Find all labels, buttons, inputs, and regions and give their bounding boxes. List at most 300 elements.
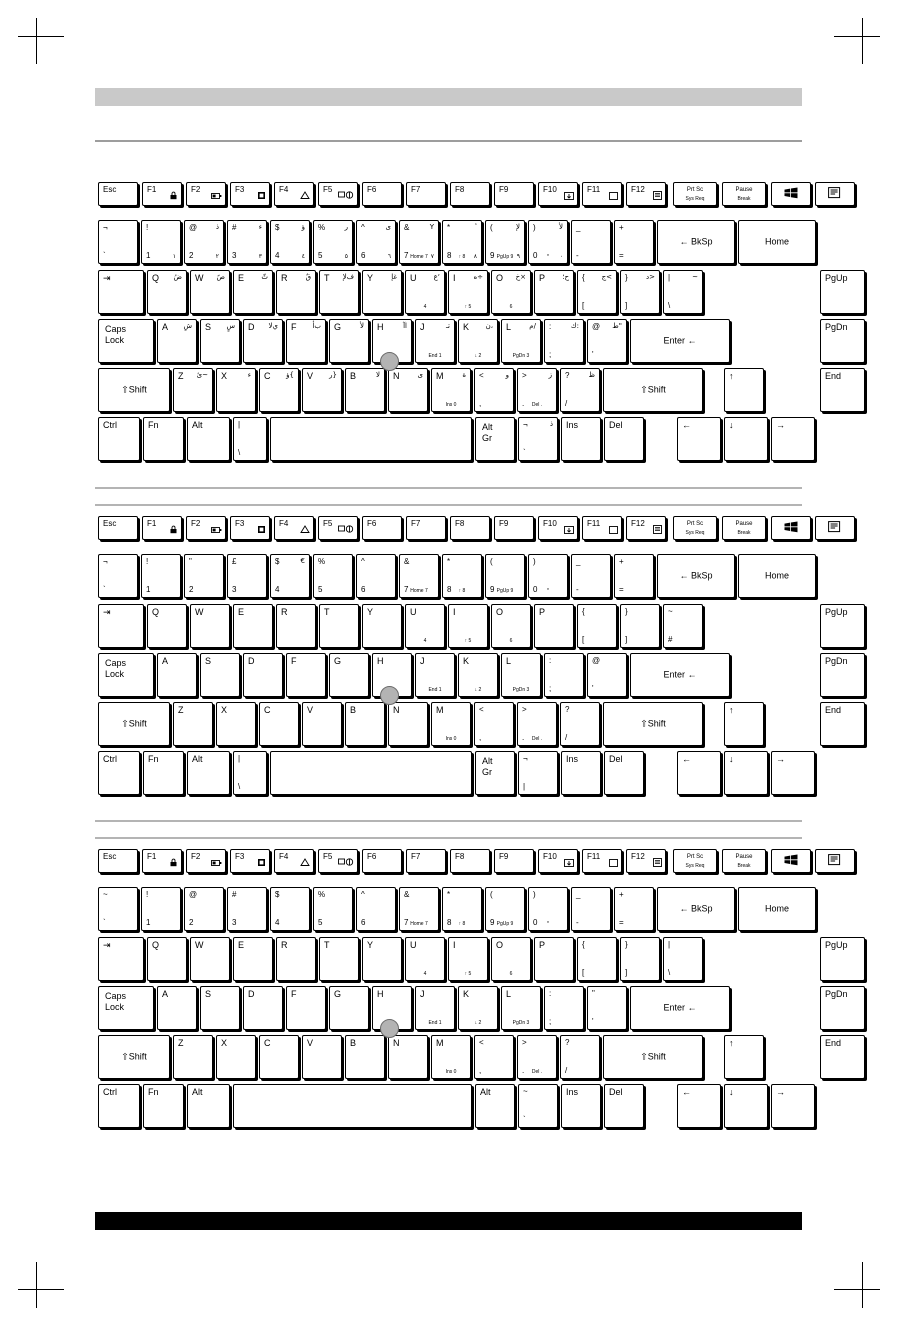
key-arabic-label: لا — [376, 371, 380, 379]
key-shift-label: # — [232, 223, 237, 232]
key-del[interactable] — [604, 751, 644, 795]
key-fn[interactable] — [143, 751, 184, 795]
key-primary-label: V — [307, 371, 314, 381]
key-arrow-right[interactable] — [771, 1084, 815, 1128]
key-primary-label: Ctrl — [103, 754, 117, 764]
key-space[interactable] — [270, 751, 472, 795]
key-primary-label: N — [393, 1038, 400, 1048]
key-alt-left[interactable] — [187, 1084, 230, 1128]
key-space[interactable] — [270, 417, 472, 461]
key-primary-label: Fn — [148, 420, 159, 430]
key-primary-label: ↓ — [729, 420, 734, 430]
key-arabic-label: خ× — [515, 273, 526, 281]
key-alt-gr[interactable] — [475, 751, 515, 795]
key-primary-label: PgDn — [825, 989, 848, 999]
key-primary-label: F3 — [235, 519, 245, 528]
key-shift-label: } — [625, 607, 628, 616]
key-shift-label: > — [522, 705, 527, 714]
key-base-label: ] — [625, 301, 628, 310]
key-primary-label: F6 — [367, 519, 377, 528]
key-arabic-label: ح؛ — [562, 273, 569, 281]
key-primary-label: Ins — [566, 420, 579, 430]
key-primary-label: Y — [367, 273, 374, 283]
key-end[interactable] — [820, 368, 865, 412]
key-primary-label: End — [825, 371, 842, 381]
key-bracket-alt[interactable] — [518, 417, 558, 461]
key-primary-label: F1 — [147, 185, 157, 194]
key-base-label: 5 — [318, 585, 323, 594]
key-primary-label: Alt — [192, 754, 203, 764]
key-shift-label: ¬ — [103, 223, 108, 232]
key-arabic-label: ؤ{ — [286, 371, 294, 379]
uk-keyboard-figure — [95, 516, 848, 806]
key-primary-label: F8 — [455, 185, 465, 194]
key-primary-label: Enter ← — [663, 335, 697, 346]
key-primary-label: F11 — [587, 852, 601, 861]
key-shift-label: ( — [490, 223, 493, 232]
key-primary-label: G — [334, 989, 342, 999]
key-primary-label: F — [291, 989, 297, 999]
key-secondary-label: Break — [737, 196, 751, 202]
key-arabic-label: ة — [462, 371, 466, 379]
key-overlay-label: PgDn 3 — [512, 1020, 530, 1026]
key-arabic-label: اآ — [403, 322, 407, 330]
key-primary-label: B — [350, 371, 357, 381]
key-primary-label: ⇧Shift — [121, 718, 147, 729]
section-rule-4 — [95, 837, 802, 839]
key-base-label: 3 — [232, 585, 237, 594]
key-primary-label: M — [436, 705, 444, 715]
key-primary-label: F — [291, 656, 297, 666]
key-primary-label: Fn — [148, 1087, 159, 1097]
key-base-label: 8 — [447, 251, 452, 260]
key-primary-label: ⇥ — [103, 940, 111, 950]
key-primary-label: F4 — [279, 519, 289, 528]
key-primary-label: Alt — [480, 1087, 491, 1097]
key-primary-label: T — [324, 607, 330, 617]
key-primary-label: ↓ — [729, 754, 734, 764]
key-primary-label: A — [162, 656, 169, 666]
key-primary-label: F2 — [191, 519, 201, 528]
key-secondary-label: Sys Req — [685, 530, 705, 536]
arabic-keyboard-layout-modifier-row — [95, 182, 805, 472]
key-arabic-label: ئ~ — [196, 371, 208, 379]
key-primary-label: PgUp — [825, 940, 848, 950]
key-ins[interactable] — [561, 751, 601, 795]
key-primary-label: F10 — [543, 185, 557, 194]
application-icon — [828, 521, 842, 535]
key-arabic-numeral-label: ٨ — [473, 253, 477, 260]
key-fn[interactable] — [143, 1084, 184, 1128]
key-shift-label: * — [447, 223, 451, 232]
key-backquote-right[interactable] — [518, 1084, 558, 1128]
key-arabic-label: تـ — [446, 322, 450, 330]
key-overlay-label: 4 — [423, 971, 427, 977]
key-arabic-label: ر} — [329, 371, 337, 379]
key-backslash-alt[interactable] — [233, 751, 267, 795]
key-application[interactable] — [815, 849, 855, 873]
key-primary-label: E — [238, 607, 245, 617]
application-icon — [828, 854, 842, 868]
key-base-label: 0 — [533, 918, 538, 927]
key-base-label: [ — [582, 635, 585, 644]
key-pgup[interactable] — [820, 937, 865, 981]
key-ins[interactable] — [561, 417, 601, 461]
key-base-label: 2 — [189, 585, 194, 594]
key-primary-label: ← — [682, 754, 691, 764]
key-arabic-label: ﻹ — [516, 223, 520, 231]
key-overlay-label: PgUp 9 — [496, 254, 514, 260]
key-base-label: 4 — [275, 585, 280, 594]
key-primary-label: Y — [367, 940, 374, 950]
key-arabic-label: ظ — [588, 371, 595, 379]
key-primary-label: W — [195, 273, 204, 283]
key-primary-label: C — [264, 1038, 271, 1048]
key-shift-label: ) — [533, 557, 536, 566]
key-primary-label: O — [496, 273, 504, 283]
key-arabic-numeral-label: ٠ — [559, 253, 563, 260]
key-base-label: \ — [668, 968, 671, 977]
key-shift-label: ~ — [103, 890, 108, 899]
key-shift-label: * — [447, 557, 451, 566]
key-overlay-label: Home 7 — [410, 588, 428, 594]
key-shift-label: ^ — [361, 223, 365, 232]
key-primary-label: F7 — [411, 519, 421, 528]
key-primary-label: F9 — [499, 852, 509, 861]
key-primary-label: Fn — [148, 754, 159, 764]
key-base-label: = — [619, 251, 624, 260]
key-primary-label: O — [496, 607, 504, 617]
key-primary-label: ⇧Shift — [121, 384, 147, 395]
key-shift-label: £ — [232, 557, 237, 566]
arabic-keyboard-figure — [95, 182, 848, 472]
key-arabic-label: ء — [258, 223, 262, 231]
key-arabic-label: ع‘ — [433, 273, 440, 281]
key-overlay-label: 4 — [423, 638, 427, 644]
key-arabic-label: د> — [646, 273, 655, 281]
key-shift-label: @ — [189, 223, 198, 232]
key-shift-label: : — [549, 656, 552, 665]
us-keyboard-layout-modifier-row — [95, 849, 805, 1139]
key-shift-label: $ — [275, 557, 280, 566]
key-ctrl[interactable] — [98, 417, 140, 461]
key-primary-label: A — [162, 322, 169, 332]
key-overlay-label: * — [547, 254, 549, 260]
key-overlay-label: 6 — [509, 971, 513, 977]
key-primary-label: W — [195, 607, 204, 617]
key-base-label: 5 — [318, 918, 323, 927]
key-primary-label: G — [334, 322, 342, 332]
key-base-label: [ — [582, 968, 585, 977]
key-primary-label: F11 — [587, 185, 601, 194]
key-primary-label: I — [453, 273, 456, 283]
key-primary-label: Y — [367, 607, 374, 617]
key-overlay-label: PgDn 3 — [512, 353, 530, 359]
key-primary-label: F8 — [455, 852, 465, 861]
key-shift-label: < — [479, 1038, 484, 1047]
crop-mark-top-left-v — [36, 18, 37, 64]
key-pgdn[interactable] — [820, 986, 865, 1030]
key-del[interactable] — [604, 417, 644, 461]
key-base-label: ] — [625, 968, 628, 977]
key-arrow-right[interactable] — [771, 751, 815, 795]
key-overlay-label: * — [547, 921, 549, 927]
key-shift-label: & — [404, 557, 410, 566]
key-base-label: 2 — [189, 918, 194, 927]
key-alt-gr[interactable] — [475, 417, 515, 461]
key-arabic-label: € — [300, 557, 305, 565]
header-grey-bar — [95, 88, 802, 106]
key-primary-label: Prt Sc — [686, 187, 704, 193]
key-pgdn[interactable] — [820, 653, 865, 697]
key-secondary-label: Gr — [482, 767, 492, 777]
footer-black-bar — [95, 1212, 802, 1230]
key-base-label: 8 — [447, 918, 452, 927]
key-primary-label: Caps — [105, 991, 127, 1001]
key-shift-label: @ — [189, 890, 198, 899]
key-primary-label: ⇥ — [103, 607, 111, 617]
key-end[interactable] — [820, 702, 865, 746]
key-base-label: ` — [103, 918, 106, 927]
key-arabic-label: ضُ — [173, 273, 182, 281]
key-base-label: ' — [592, 350, 594, 359]
key-overlay-label: ↓ 2 — [474, 1020, 482, 1026]
key-shift-label: ) — [533, 223, 536, 232]
key-backslash-alt[interactable] — [233, 417, 267, 461]
key-primary-label: ⇧Shift — [121, 1051, 147, 1062]
key-secondary-label: Gr — [482, 433, 492, 443]
key-overlay-label: ↑ 8 — [458, 588, 466, 594]
key-primary-label: H — [377, 322, 384, 332]
key-primary-label: D — [248, 322, 255, 332]
key-shift-label: < — [479, 705, 484, 714]
key-shift-label: ? — [565, 371, 570, 380]
key-shift-label: % — [318, 223, 326, 232]
application-icon — [828, 187, 842, 201]
key-arrow-down[interactable] — [724, 417, 768, 461]
key-shift-label: ! — [146, 557, 149, 566]
key-base-label: 6 — [361, 918, 366, 927]
pointing-stick[interactable] — [380, 686, 399, 705]
key-primary-label: ← BkSp — [679, 570, 713, 581]
key-ctrl[interactable] — [98, 1084, 140, 1128]
key-primary-label: Esc — [103, 185, 117, 194]
key-pgdn[interactable] — [820, 319, 865, 363]
key-arrow-left[interactable] — [677, 751, 721, 795]
key-arabic-label: ك: — [570, 322, 579, 330]
key-arrow-left[interactable] — [677, 1084, 721, 1128]
key-primary-label: F10 — [543, 852, 557, 861]
key-base-label: \ — [668, 301, 671, 310]
key-primary-label: Z — [178, 705, 184, 715]
key-primary-label: F5 — [323, 185, 333, 194]
uk-keyboard-layout-modifier-row — [95, 516, 805, 806]
key-primary-label: Caps — [105, 324, 127, 334]
key-arrow-right[interactable] — [771, 417, 815, 461]
key-overlay-label: PgUp 9 — [496, 588, 514, 594]
key-primary-label: Alt — [192, 420, 203, 430]
key-primary-label: F11 — [587, 519, 601, 528]
key-arabic-label: و — [505, 371, 509, 379]
key-pgup[interactable] — [820, 270, 865, 314]
key-primary-label: F2 — [191, 852, 201, 861]
key-backslash-right[interactable] — [518, 751, 558, 795]
key-primary-label: J — [420, 656, 425, 666]
key-shift-label: ~ — [523, 1087, 528, 1096]
key-shift-label: > — [522, 1038, 527, 1047]
key-shift-label: ! — [146, 890, 149, 899]
key-primary-label: J — [420, 322, 425, 332]
key-arrow-down[interactable] — [724, 1084, 768, 1128]
key-shift-label: : — [549, 989, 552, 998]
key-shift-label: ( — [490, 890, 493, 899]
key-overlay-label: End 1 — [428, 1020, 442, 1026]
key-primary-label: Enter ← — [663, 669, 697, 680]
key-primary-label: F6 — [367, 852, 377, 861]
key-shift-label: ¬ — [103, 557, 108, 566]
key-primary-label: Home — [764, 570, 789, 581]
key-primary-label: M — [436, 1038, 444, 1048]
key-application[interactable] — [815, 516, 855, 540]
key-primary-label: Del — [609, 420, 623, 430]
key-base-label: / — [565, 1066, 568, 1075]
header-rule — [95, 140, 802, 142]
key-primary-label: F8 — [455, 519, 465, 528]
key-primary-label: → — [776, 754, 785, 764]
key-base-label: . — [522, 399, 525, 408]
key-alt-right[interactable] — [475, 1084, 515, 1128]
key-del[interactable] — [604, 1084, 644, 1128]
key-primary-label: K — [463, 656, 470, 666]
key-primary-label: Esc — [103, 519, 117, 528]
key-shift-label: _ — [576, 557, 581, 566]
key-overlay-label: PgUp 9 — [496, 921, 514, 927]
key-shift-label: + — [619, 557, 624, 566]
key-primary-label: S — [205, 989, 212, 999]
key-space[interactable] — [233, 1084, 472, 1128]
section-rule-3 — [95, 820, 802, 822]
key-primary-label: E — [238, 940, 245, 950]
key-primary-label: ⇧Shift — [640, 1051, 666, 1062]
key-secondary-label: Sys Req — [685, 863, 705, 869]
key-primary-label: F7 — [411, 852, 421, 861]
key-base-label: 4 — [275, 918, 280, 927]
key-arabic-label: فﻹ — [342, 273, 354, 281]
pointing-stick[interactable] — [380, 352, 399, 371]
key-primary-label: PgDn — [825, 322, 848, 332]
key-primary-label: F2 — [191, 185, 201, 194]
key-primary-label: F9 — [499, 519, 509, 528]
key-primary-label: R — [281, 273, 288, 283]
key-overlay-label: Ins 0 — [445, 402, 457, 408]
key-primary-label: J — [420, 989, 425, 999]
key-ins[interactable] — [561, 1084, 601, 1128]
key-arabic-numeral-label: ٢ — [215, 253, 219, 260]
key-overlay-label: Home 7 — [410, 921, 428, 927]
key-primary-label: F6 — [367, 185, 377, 194]
crop-mark-top-right-h — [834, 36, 880, 37]
crop-mark-bottom-left-v — [36, 1262, 37, 1308]
key-base-label: , — [479, 1066, 482, 1075]
key-arabic-label: ج< — [601, 273, 612, 281]
key-primary-label: P — [539, 940, 546, 950]
key-shift-label: $ — [275, 890, 280, 899]
key-base-label: 1 — [146, 918, 151, 927]
key-primary-label: I — [453, 607, 456, 617]
key-shift-label: > — [522, 371, 527, 380]
key-primary-label: ← BkSp — [679, 236, 713, 247]
key-shift-label: + — [619, 223, 624, 232]
key-alt-left[interactable] — [187, 417, 230, 461]
key-alt-left[interactable] — [187, 751, 230, 795]
key-primary-label: Del — [609, 754, 623, 764]
key-base-label: 0 — [533, 585, 538, 594]
key-shift-label: _ — [576, 223, 581, 232]
key-base-label: 9 — [490, 251, 495, 260]
key-base-label: ' — [592, 1017, 594, 1026]
key-primary-label: Q — [152, 940, 160, 950]
key-shift-label: ¬ — [523, 420, 528, 429]
key-application[interactable] — [815, 182, 855, 206]
key-secondary-label: Sys Req — [685, 196, 705, 202]
key-overlay-label: * — [547, 588, 549, 594]
key-primary-label: Z — [178, 371, 184, 381]
key-base-label: 6 — [361, 251, 366, 260]
key-arabic-numeral-label: ٤ — [301, 253, 305, 260]
key-primary-label: Ins — [566, 754, 579, 764]
key-base-label: - — [576, 918, 579, 927]
key-arabic-numeral-label: ٦ — [387, 253, 391, 260]
key-primary-label: U — [410, 940, 417, 950]
key-base-label: 2 — [189, 251, 194, 260]
pointing-stick[interactable] — [380, 1019, 399, 1038]
key-shift-label: ¬ — [523, 754, 528, 763]
key-arabic-label: ذ — [215, 223, 219, 231]
key-base-label: \ — [238, 448, 241, 457]
key-primary-label: N — [393, 705, 400, 715]
key-ctrl[interactable] — [98, 751, 140, 795]
key-secondary-label: Lock — [105, 669, 125, 679]
key-fn[interactable] — [143, 417, 184, 461]
key-primary-label: Prt Sc — [686, 854, 704, 860]
key-primary-label: Pause — [735, 187, 753, 193]
key-primary-label: S — [205, 322, 212, 332]
key-primary-label: F4 — [279, 852, 289, 861]
key-end[interactable] — [820, 1035, 865, 1079]
key-arrow-left[interactable] — [677, 417, 721, 461]
key-primary-label: Pause — [735, 854, 753, 860]
key-primary-label: L — [506, 322, 512, 332]
key-primary-label: L — [506, 989, 512, 999]
key-primary-label: K — [463, 322, 470, 332]
key-base-label: ; — [549, 1017, 552, 1026]
key-primary-label: T — [324, 940, 330, 950]
key-primary-label: End — [825, 705, 842, 715]
key-arabic-label: ء — [247, 371, 251, 379]
key-overlay-label: ↑ 5 — [464, 971, 472, 977]
key-shift-label: | — [238, 754, 241, 763]
key-arabic-label: ط" — [612, 322, 622, 330]
crop-mark-bottom-left-h — [18, 1289, 64, 1290]
key-primary-label: ↑ — [729, 705, 734, 715]
key-primary-label: Esc — [103, 852, 117, 861]
key-base-label: ; — [549, 350, 552, 359]
key-arrow-down[interactable] — [724, 751, 768, 795]
key-arabic-numeral-label: ٧ — [430, 253, 434, 260]
key-primary-label: F3 — [235, 185, 245, 194]
key-primary-label: D — [248, 989, 255, 999]
key-pgup[interactable] — [820, 604, 865, 648]
